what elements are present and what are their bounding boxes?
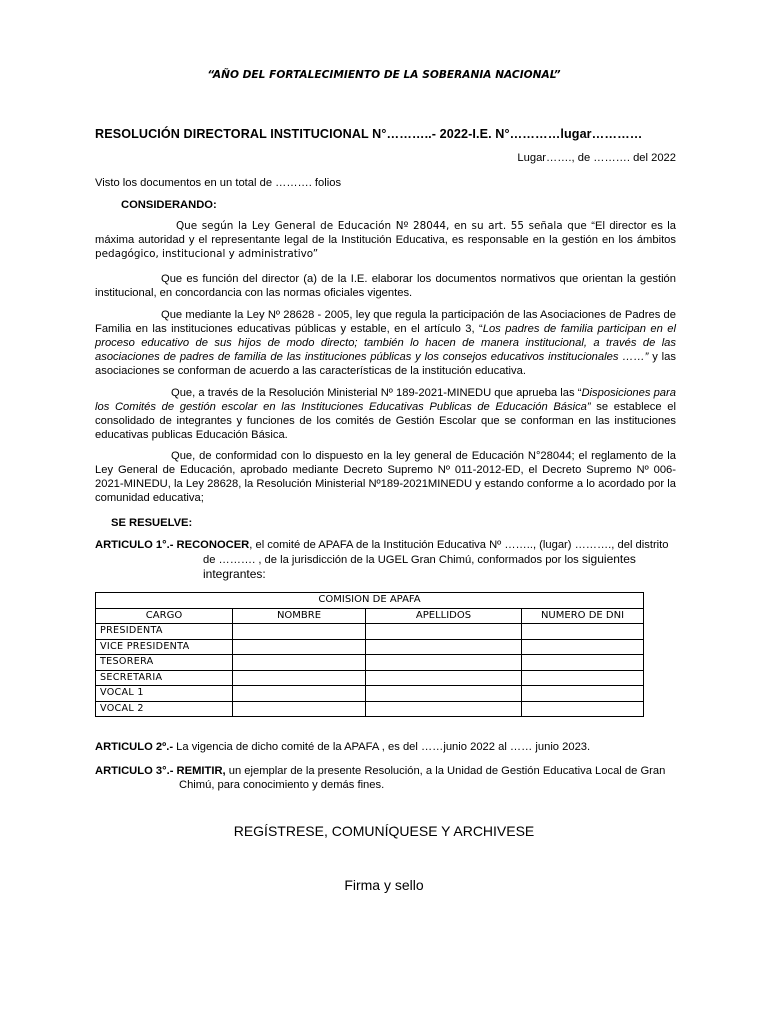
visto-line: Visto los documentos en un total de ………. folios <box>95 177 342 189</box>
table-row <box>96 686 644 702</box>
paragraph-1-quote: “El director es la máxima autoridad y el representante legal de la Institución Educativa, es responsable en la gestión en los ámbitos <box>95 220 676 246</box>
table-row <box>96 639 644 655</box>
article-3-label: ARTICULO 3°.- REMITIR, <box>95 765 226 777</box>
paragraph-5 <box>95 449 676 505</box>
table-row <box>96 624 644 640</box>
dni-cell[interactable] <box>522 639 644 655</box>
dni-cell[interactable] <box>522 686 644 702</box>
apellidos-cell[interactable] <box>366 655 522 671</box>
paragraph-3-quote: Los padres de familia participan en el proceso educativo de sus hijos de modo directo; también lo hacen de manera institucional, a través de las asociaciones de padres de familia de las instituciones públicas y los consejos educativos institucionales ……” <box>95 323 676 363</box>
paragraph-2-text: Que es función del director (a) de la I.E. elaborar los documentos normativos que orientan la gestión institucional, en concordancia con las normas oficiales vigentes. <box>95 273 676 299</box>
article-1-text: , el comité de APAFA de la Institución Educativa Nº …….., (lugar) ………., del distrito de ………. , de la jurisdicción de la UGEL Gran Chimú, conformados por los <box>203 539 669 566</box>
apafa-table <box>95 592 644 717</box>
cargo-cell: PRESIDENTA <box>96 624 233 640</box>
paragraph-3-text: Que mediante la Ley Nº 28628 - 2005, ley que regula la participación de las Asociaciones de Padres de Familia en las instituciones educativas públicas y estable, en el artículo 3, “ <box>95 309 676 335</box>
dni-cell[interactable] <box>522 701 644 717</box>
nombre-cell[interactable] <box>233 701 366 717</box>
article-2-label: ARTICULO 2º.- <box>95 741 174 753</box>
se-resuelve-heading: SE RESUELVE: <box>111 517 193 529</box>
cargo-cell: SECRETARIA <box>96 670 233 686</box>
paragraph-3 <box>95 308 676 378</box>
nombre-cell[interactable] <box>233 655 366 671</box>
table-title-row <box>96 593 644 609</box>
date-line: Lugar……., de ………. del 2022 <box>517 152 676 164</box>
resolution-title: RESOLUCIÓN DIRECTORAL INSTITUCIONAL N°………..- 2022-I.E. N°…………lugar………… <box>95 127 643 141</box>
apellidos-cell[interactable] <box>366 701 522 717</box>
nombre-cell[interactable] <box>233 639 366 655</box>
table-title: COMISION DE APAFA <box>96 593 644 609</box>
article-2 <box>95 740 676 754</box>
nombre-cell[interactable] <box>233 624 366 640</box>
paragraph-4-quote: Disposiciones para los Comités de gestión escolar en las Instituciones Educativas Publicas de Educación Básica” <box>95 387 676 413</box>
dni-cell[interactable] <box>522 655 644 671</box>
column-header-dni: NUMERO DE DNI <box>522 608 644 624</box>
paragraph-4-end: se establece el consolidado de integrantes y funciones de los comités de Gestión Escolar que se conforman en las instituciones educativas publicas Educación Básica. <box>95 401 676 441</box>
nombre-cell[interactable] <box>233 686 366 702</box>
apellidos-cell[interactable] <box>366 686 522 702</box>
column-header-cargo: CARGO <box>96 608 233 624</box>
article-1-tail: siguientes integrantes: <box>203 552 636 581</box>
article-1-label: ARTICULO 1°.- RECONOCER <box>95 539 250 551</box>
paragraph-1 <box>95 219 676 261</box>
apellidos-cell[interactable] <box>366 624 522 640</box>
considerando-heading: CONSIDERANDO: <box>121 199 217 211</box>
cargo-cell: VICE PRESIDENTA <box>96 639 233 655</box>
table-header-row <box>96 608 644 624</box>
paragraph-1-end: pedagógico, institucional y administrativo” <box>95 248 319 260</box>
dni-cell[interactable] <box>522 670 644 686</box>
table-row <box>96 670 644 686</box>
column-header-apellidos: APELLIDOS <box>366 608 522 624</box>
nombre-cell[interactable] <box>233 670 366 686</box>
column-header-nombre: NOMBRE <box>233 608 366 624</box>
apellidos-cell[interactable] <box>366 639 522 655</box>
cargo-cell: VOCAL 1 <box>96 686 233 702</box>
paragraph-1-intro: Que según la Ley General de Educación Nº 28044, en su art. 55 señala que <box>176 220 587 232</box>
cargo-cell: VOCAL 2 <box>96 701 233 717</box>
paragraph-4-text: Que, a través de la Resolución Ministerial Nº 189-2021-MINEDU que aprueba las “ <box>171 387 582 399</box>
paragraph-5-text: Que, de conformidad con lo dispuesto en la ley general de Educación N°28044; el reglamento de la Ley General de Educación, aprobado mediante Decreto Supremo Nº 011-2012-ED, el Decreto Supremo Nº 006-2021-MINEDU, la Ley 28628, la Resolución Ministerial Nº189-2021MINEDU y estando conforme a lo acordado por la comunidad educativa; <box>95 450 676 504</box>
article-3-text: un ejemplar de la presente Resolución, a la Unidad de Gestión Educativa Local de Gran Chimú, para conocimiento y demás fines. <box>179 765 666 791</box>
closing-formula: REGÍSTRESE, COMUNÍQUESE Y ARCHIVESE <box>233 823 535 839</box>
paragraph-2 <box>95 272 676 300</box>
article-3 <box>95 764 676 792</box>
table-row <box>96 701 644 717</box>
cargo-cell: TESORERA <box>96 655 233 671</box>
apellidos-cell[interactable] <box>366 670 522 686</box>
article-1 <box>95 538 676 582</box>
dni-cell[interactable] <box>522 624 644 640</box>
signature-label: Firma y sello <box>344 877 424 893</box>
paragraph-3-end: y las asociaciones se conforman de acuerdo a las características de la institución educativa. <box>95 351 676 377</box>
table-row <box>96 655 644 671</box>
article-2-text: La vigencia de dicho comité de la APAFA , es del ……junio 2022 al …… junio 2023. <box>173 741 591 753</box>
paragraph-4 <box>95 386 676 442</box>
year-motto: “AÑO DEL FORTALECIMIENTO DE LA SOBERANIA NACIONAL” <box>207 69 561 81</box>
